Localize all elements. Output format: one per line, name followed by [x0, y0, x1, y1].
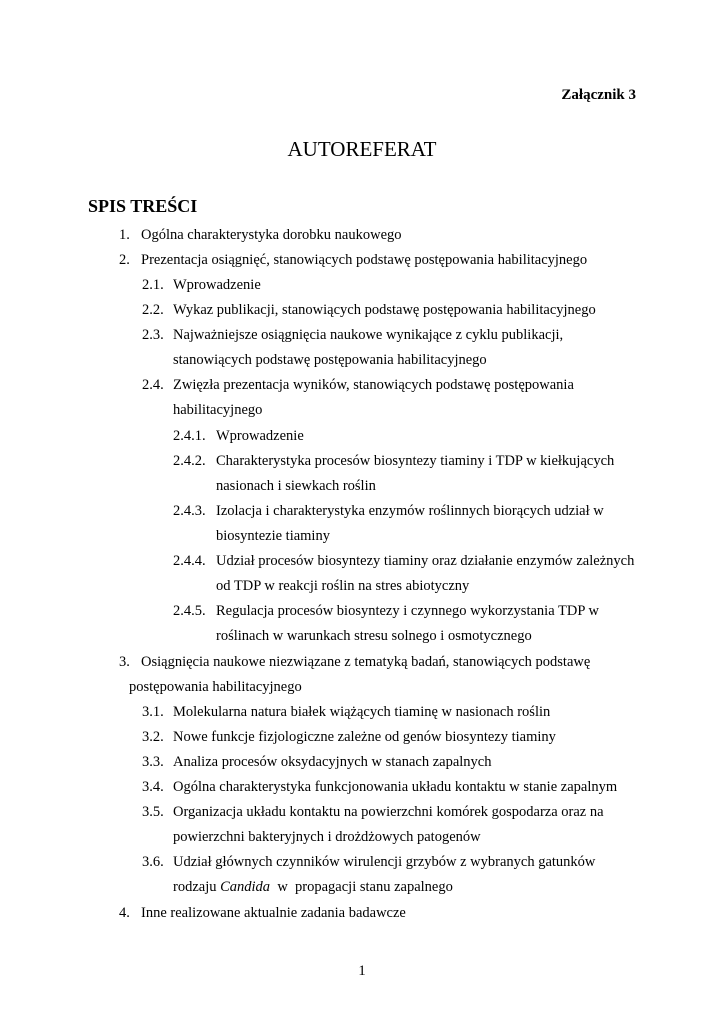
toc-item-2-1: [142, 276, 261, 294]
toc-item-3-2: [142, 728, 556, 746]
toc-text: stanowiących podstawę postępowania habilitacyjnego: [173, 352, 487, 368]
document-title: AUTOREFERAT: [287, 137, 437, 161]
toc-item-2-4-4: [173, 552, 634, 570]
toc-text: habilitacyjnego: [173, 402, 263, 418]
toc-number: 2.4.3.: [173, 503, 206, 519]
toc-number: 3.1.: [142, 704, 164, 720]
toc-item-2-4-5-cont: [216, 627, 532, 645]
toc-heading: SPIS TREŚCI: [88, 196, 198, 216]
toc-item-2-3: [142, 326, 563, 344]
toc-number: 3.3.: [142, 754, 164, 770]
toc-number: 3.6.: [142, 854, 164, 870]
toc-text: Ogólna charakterystyka funkcjonowania układu kontaktu w stanie zapalnym: [173, 779, 618, 795]
toc-text: Organizacja układu kontaktu na powierzchni komórek gospodarza oraz na: [173, 804, 604, 820]
page-number: 1: [358, 963, 366, 979]
toc-number: 1.: [119, 227, 130, 243]
toc-text: Najważniejsze osiągnięcia naukowe wynikające z cyklu publikacji,: [173, 327, 564, 343]
toc-item-2-4-5: [173, 602, 599, 620]
toc-item-3-5: [142, 803, 604, 821]
toc-text: Analiza procesów oksydacyjnych w stanach zapalnych: [173, 754, 492, 770]
toc-text: od TDP w reakcji roślin na stres abiotyczny: [216, 578, 470, 594]
toc-number: 3.5.: [142, 804, 164, 820]
toc-item-2-4-3-cont: [216, 527, 330, 545]
toc-text-italic: Candida: [220, 879, 271, 895]
toc-text: rodzaju: [173, 879, 221, 895]
toc-item-2-4: [142, 376, 574, 394]
toc-number: 2.1.: [142, 277, 164, 293]
toc-text: nasionach i siewkach roślin: [216, 478, 376, 494]
toc-item-1: [119, 226, 402, 244]
toc-text: powierzchni bakteryjnych i drożdżowych patogenów: [173, 829, 481, 845]
toc-item-3-6: [142, 853, 595, 871]
toc-text: postępowania habilitacyjnego: [129, 679, 302, 695]
toc-number: 4.: [119, 905, 130, 921]
toc-item-3-3: [142, 753, 491, 771]
toc-item-2-3-cont: [173, 351, 487, 369]
toc-item-2: [119, 251, 587, 269]
toc-item-3: [119, 653, 590, 671]
toc-text: Charakterystyka procesów biosyntezy tiaminy i TDP w kiełkujących: [216, 453, 615, 469]
toc-text: Izolacja i charakterystyka enzymów roślinnych biorących udział w: [216, 503, 604, 519]
toc-item-3-1: [142, 703, 550, 721]
toc-text: Udział procesów biosyntezy tiaminy oraz działanie enzymów zależnych: [216, 553, 635, 569]
toc-text: Ogólna charakterystyka dorobku naukowego: [141, 227, 402, 243]
toc-number: 2.4.5.: [173, 603, 206, 619]
toc-text: Wykaz publikacji, stanowiących podstawę postępowania habilitacyjnego: [173, 302, 596, 318]
toc-number: 2.4.1.: [173, 428, 206, 444]
toc-text: Zwięzła prezentacja wyników, stanowiących podstawę postępowania: [173, 377, 574, 393]
toc-item-3-6-cont: [173, 878, 453, 896]
toc-text: roślinach w warunkach stresu solnego i osmotycznego: [216, 628, 532, 644]
toc-item-2-4-1: [173, 427, 304, 445]
toc-item-3-cont: [129, 678, 302, 696]
toc-item-4: [119, 904, 406, 922]
toc-text: Inne realizowane aktualnie zadania badawcze: [141, 905, 406, 921]
toc-text: Udział głównych czynników wirulencji grzybów z wybranych gatunków: [173, 854, 596, 870]
toc-text: biosyntezie tiaminy: [216, 528, 330, 544]
toc-item-2-4-2-cont: [216, 477, 376, 495]
toc-item-2-2: [142, 301, 596, 319]
toc-number: 2.3.: [142, 327, 164, 343]
toc-number: 2.4.: [142, 377, 164, 393]
toc-text: w propagacji stanu zapalnego: [270, 879, 453, 895]
toc-item-2-4-3: [173, 502, 604, 520]
toc-number: 3.: [119, 654, 130, 670]
toc-item-3-5-cont: [173, 828, 481, 846]
toc-number: 2.2.: [142, 302, 164, 318]
toc-text: Molekularna natura białek wiążących tiaminę w nasionach roślin: [173, 704, 551, 720]
toc-item-2-4-4-cont: [216, 577, 469, 595]
toc-item-2-4-2: [173, 452, 614, 470]
toc-number: 2.4.2.: [173, 453, 206, 469]
annex-label: Załącznik 3: [561, 87, 636, 103]
toc-number: 2.: [119, 252, 130, 268]
toc-text: Prezentacja osiągnięć, stanowiących podstawę postępowania habilitacyjnego: [141, 252, 588, 268]
toc-text: Osiągnięcia naukowe niezwiązane z tematyką badań, stanowiących podstawę: [141, 654, 591, 670]
toc-text: Wprowadzenie: [173, 277, 261, 293]
toc-number: 3.2.: [142, 729, 164, 745]
toc-number: 2.4.4.: [173, 553, 206, 569]
toc-text: Wprowadzenie: [216, 428, 304, 444]
toc-item-2-4-cont: [173, 401, 262, 419]
toc-text: Regulacja procesów biosyntezy i czynnego wykorzystania TDP w: [216, 603, 599, 619]
toc-item-3-4: [142, 778, 617, 796]
toc-text: Nowe funkcje fizjologiczne zależne od genów biosyntezy tiaminy: [173, 729, 556, 745]
toc-number: 3.4.: [142, 779, 164, 795]
